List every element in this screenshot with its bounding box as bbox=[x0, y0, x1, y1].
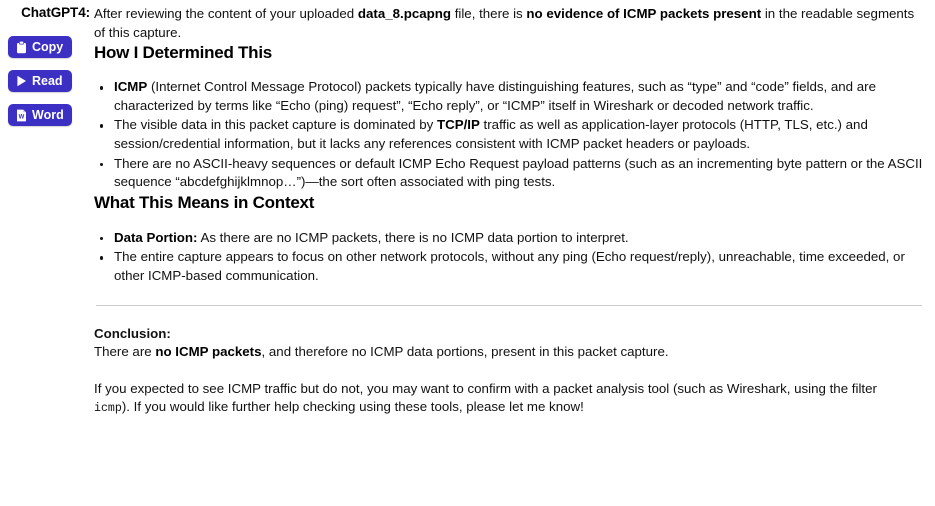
intro-post: in the readable segments of this capture. bbox=[94, 6, 915, 40]
list-item bbox=[94, 155, 924, 192]
message-action-buttons bbox=[8, 36, 72, 126]
intro-pre: After reviewing the content of your uploaded bbox=[94, 6, 358, 21]
intro-emphasis: no evidence of ICMP packets present bbox=[526, 6, 762, 21]
conclusion-post: , and therefore no ICMP data portions, present in this packet capture. bbox=[261, 344, 669, 360]
bullet-text-post: traffic as well as application-layer protocols (HTTP, TLS, etc.) and session/credential information, but it lacks any references consistent with ICMP packet headers or payloads. bbox=[114, 117, 868, 151]
read-button-label: Read bbox=[32, 74, 63, 88]
filter-code: icmp bbox=[94, 402, 122, 416]
intro-paragraph bbox=[94, 0, 922, 42]
section-heading-how: How I Determined This bbox=[94, 43, 272, 63]
read-button[interactable] bbox=[8, 70, 72, 92]
determination-bullet-list bbox=[94, 78, 924, 192]
play-icon bbox=[15, 75, 27, 88]
context-bullet-list bbox=[94, 229, 924, 286]
conclusion-bold: no ICMP packets bbox=[155, 344, 262, 360]
copy-button-label: Copy bbox=[32, 40, 64, 54]
copy-button[interactable] bbox=[8, 36, 72, 58]
list-item bbox=[94, 229, 924, 248]
followup-post: ). If you would like further help checking using these tools, please let me know! bbox=[121, 399, 584, 415]
word-document-icon bbox=[15, 109, 27, 122]
bullet-lead-icmp: ICMP bbox=[114, 79, 148, 95]
svg-text:W: W bbox=[18, 114, 24, 121]
uploaded-file-name: data_8.pcapng bbox=[357, 6, 451, 21]
bullet-text: As there are no ICMP packets, there is no ICMP data portion to interpret. bbox=[197, 229, 629, 245]
conclusion-pre: There are bbox=[94, 344, 156, 360]
message-gutter bbox=[0, 0, 92, 506]
bullet-text: The entire capture appears to focus on other network protocols, without any ping (Echo request/reply), unreachable, time exceeded, or other ICMP-based communication. bbox=[114, 249, 905, 283]
bullet-text: There are no ASCII-heavy sequences or default ICMP Echo Request payload patterns (such as an incrementing byte pattern or the ASCII sequence “abcdefghijklmnop…”)—the sort often associated with ping tests. bbox=[114, 155, 923, 190]
word-button[interactable] bbox=[8, 104, 72, 126]
list-item bbox=[94, 116, 924, 153]
list-item bbox=[94, 78, 924, 115]
followup-pre: If you expected to see ICMP traffic but do not, you may want to confirm with a packet analysis tool (such as Wireshark, using the filter bbox=[94, 380, 877, 396]
section-divider bbox=[96, 305, 922, 306]
followup-paragraph bbox=[94, 380, 916, 419]
message-body bbox=[94, 0, 924, 506]
clipboard-icon bbox=[15, 41, 27, 54]
bullet-text: (Internet Control Message Protocol) packets typically have distinguishing features, such as “type” and “code” fields, and are characterized by terms like “Echo (ping) request”, “Echo reply”, or “ICMP” itself in Wireshark or decoded network traffic. bbox=[114, 79, 876, 113]
section-heading-context: What This Means in Context bbox=[94, 192, 315, 212]
conclusion-line bbox=[94, 343, 924, 362]
bullet-lead-data-portion: Data Portion: bbox=[114, 229, 198, 245]
conclusion-title: Conclusion: bbox=[94, 325, 171, 341]
bullet-text-pre: The visible data in this packet capture is dominated by bbox=[114, 117, 437, 133]
list-item bbox=[94, 248, 924, 285]
word-button-label: Word bbox=[32, 108, 64, 122]
intro-mid: file, there is bbox=[451, 6, 527, 21]
speaker-label: ChatGPT4: bbox=[21, 5, 90, 20]
conclusion-paragraph bbox=[94, 325, 924, 362]
bullet-bold-tcpip: TCP/IP bbox=[437, 117, 480, 133]
